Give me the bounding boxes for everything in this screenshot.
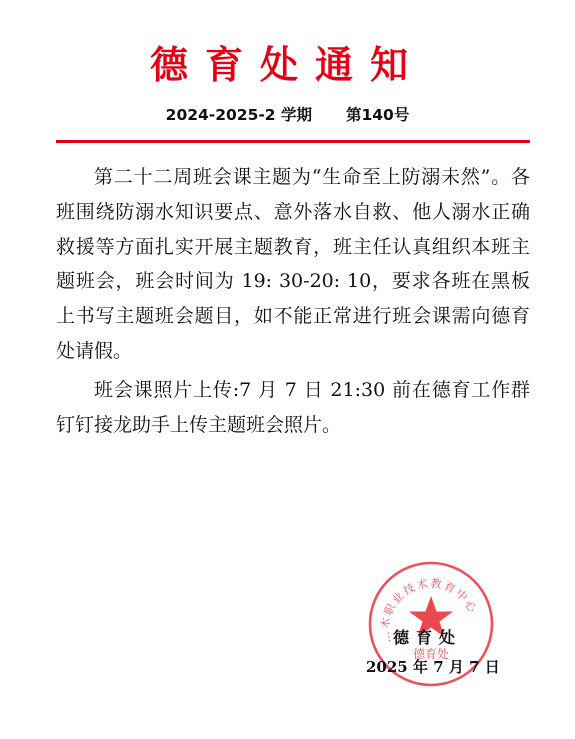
seal-ring-text: …木职业技术教育中心	[378, 576, 480, 644]
notice-body	[56, 160, 530, 442]
body-paragraph-2: 班会课照片上传:7 月 7 日 21:30 前在德育工作群钉钉接龙助手上传主题班会照片。	[56, 378, 530, 436]
body-paragraph-1: 第二十二周班会课主题为“生命至上防溺未然”。各班围绕防溺水知识要点、意外落水自救、他人溺水正确救援等方面扎实开展主题教育，班主任认真组织本班主题班会，班会时间为 19: 30-20: 10，要求各班在黑板上书写主题班会题目，如不能正常进行班会课需向德育处请假。	[56, 166, 530, 362]
notice-title: 德育处通知	[149, 42, 425, 87]
signature: 德育处	[393, 628, 463, 647]
issue-date: 2025 年 7 月 7 日	[366, 658, 500, 676]
term-label: 2024-2025-2 学期	[165, 106, 312, 124]
issue-line	[0, 103, 575, 125]
issue-number: 第140号	[345, 106, 410, 124]
title-divider	[56, 140, 530, 143]
seal-inner-text: 德育处	[412, 647, 450, 661]
